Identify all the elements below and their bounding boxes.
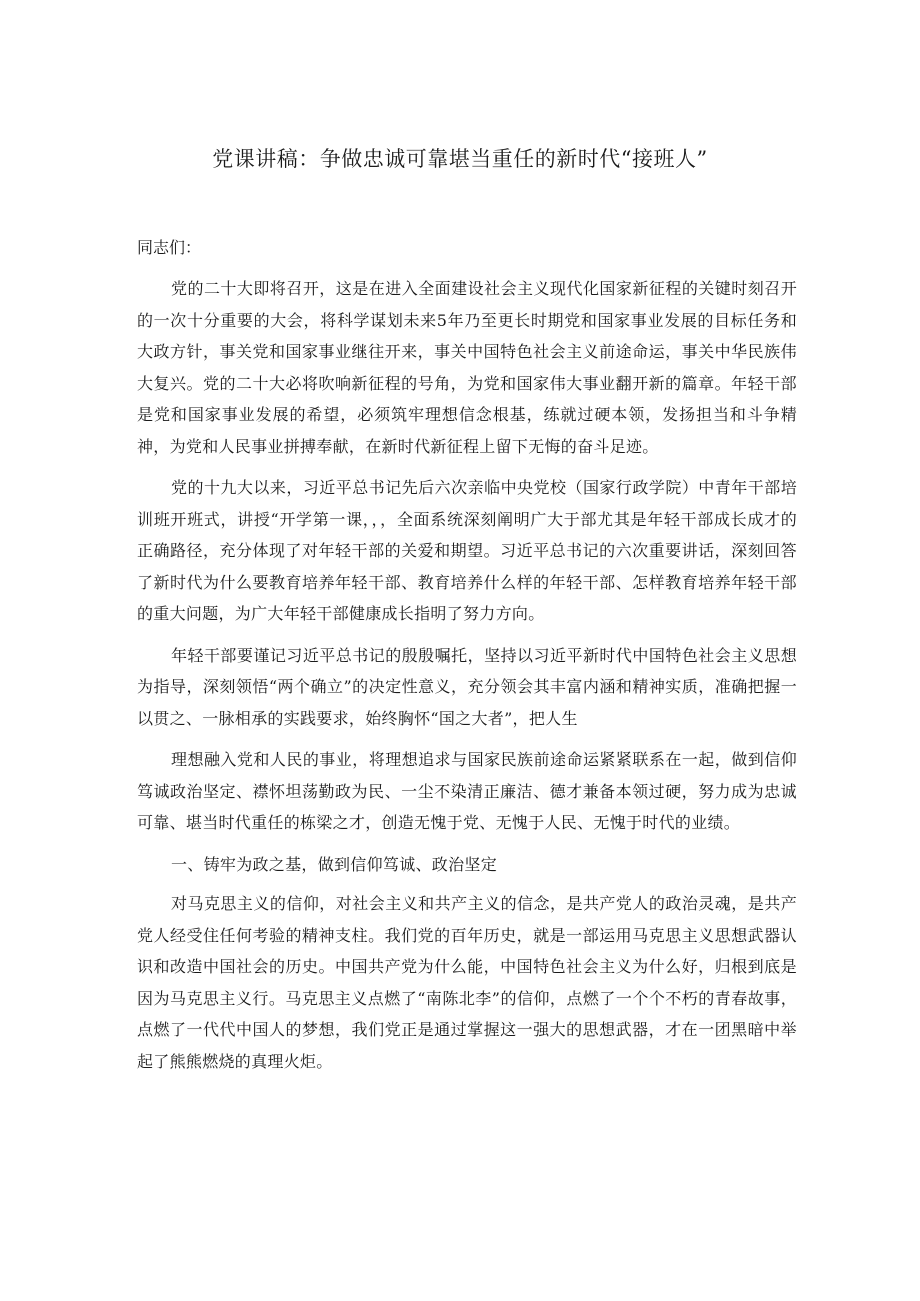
document-title: 党课讲稿：争做忠诚可靠堪当重任的新时代“接班人” [212, 147, 708, 171]
paragraph-marxism: 对马克思主义的信仰，对社会主义和共产主义的信念，是共产党人的政治灵魂，是共产党人经受住任何考验的精神支柱。我们党的百年历史，就是一部运用马克思主义思想武器认识和改造中国社会的历史。中国共产党为什么能，中国特色社会主义为什么好，归根到底是因为马克思主义行。马克思主义点燃了“南陈北李”的信仰，点燃了一个个不朽的青春故事，点燃了一代代中国人的梦想，我们党正是通过掌握这一强大的思想武器，才在一团黑暗中举起了熊熊燃烧的真理火炬。 [137, 894, 797, 1071]
paragraph-ideals: 理想融入党和人民的事业，将理想追求与国家民族前途命运紧紧联系在一起，做到信仰笃诚政治坚定、襟怀坦荡勤政为民、一尘不染清正廉洁、德才兼备本领过硬，努力成为忠诚可靠、堪当时代重任的栋梁之才，创造无愧于党、无愧于人民、无愧于时代的业绩。 [137, 750, 797, 832]
document-body [137, 233, 797, 1087]
section-heading-1: 一、铸牢为政之基，做到信仰笃诚、政治坚定 [171, 854, 498, 874]
paragraph-guidance: 年轻干部要谨记习近平总书记的殷殷嘱托，坚持以习近平新时代中国特色社会主义思想为指导，深刻领悟“两个确立”的决定性意义，充分领会其丰富内涵和精神实质，准确把握一以贯之、一脉相承的实践要求，始终胸怀“国之大者”，把人生 [137, 645, 797, 728]
paragraph-intro: 党的二十大即将召开，这是在进入全面建设社会主义现代化国家新征程的关键时刻召开的一次十分重要的大会，将科学谋划未来5年乃至更长时期党和国家事业发展的目标任务和大政方针，事关党和国家事业继往开来，事关中国特色社会主义前途命运，事关中华民族伟大复兴。党的二十大必将吹响新征程的号角，为党和国家伟大事业翻开新的篇章。年轻干部是党和国家事业发展的希望，必须筑牢理想信念根基，练就过硬本领，发扬担当和斗争精神，为党和人民事业拼搏奉献，在新时代新征程上留下无悔的奋斗足迹。 [137, 279, 797, 456]
salutation: 同志们： [137, 238, 202, 257]
paragraph-context: 党的十九大以来，习近平总书记先后六次亲临中央党校（国家行政学院）中青年干部培训班开班式，讲授“开学第一课，，，全面系统深刻阐明广大于部尤其是年轻干部成长成才的正确路径，充分体现了对年轻干部的关爱和期望。习近平总书记的六次重要讲话，深刻回答了新时代为什么要教育培养年轻干部、教育培养什么样的年轻干部、怎样教育培养年轻干部的重大问题，为广大年轻干部健康成长指明了努力方向。 [137, 478, 797, 623]
